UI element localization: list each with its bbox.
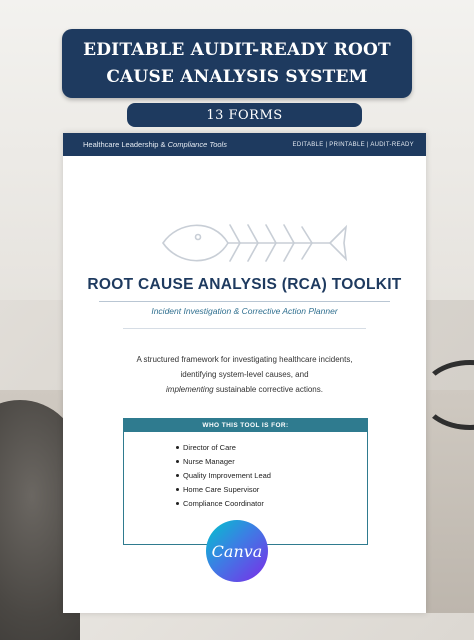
header-brand-prefix: Healthcare Leadership &: [83, 140, 168, 149]
description-line-3-rest: sustainable corrective actions.: [213, 385, 323, 394]
list-item: Quality Improvement Lead: [176, 469, 367, 483]
description-line-3-italic: implementing: [166, 385, 214, 394]
header-brand: [83, 140, 227, 149]
list-item: Nurse Manager: [176, 455, 367, 469]
list-item: Home Care Supervisor: [176, 483, 367, 497]
document-title: ROOT CAUSE ANALYSIS (RCA) TOOLKIT: [87, 276, 402, 293]
description-line-2: identifying system-level causes, and: [180, 370, 309, 379]
list-item: Director of Care: [176, 441, 367, 455]
audience-list: [124, 432, 367, 511]
document-description: [93, 352, 396, 397]
audience-header: WHO THIS TOOL IS FOR:: [124, 419, 367, 432]
banner-title: EDITABLE AUDIT-READY ROOT CAUSE ANALYSIS SYSTEM: [83, 39, 391, 87]
header-tags: EDITABLE | PRINTABLE | AUDIT-READY: [292, 141, 414, 148]
title-divider: [99, 301, 390, 302]
canva-logo-text: Canva: [211, 541, 263, 561]
forms-count-badge: [127, 103, 362, 127]
subtitle-divider: [123, 328, 366, 329]
description-line-3: [93, 382, 396, 397]
title-banner: [62, 29, 412, 98]
forms-count-text: 13 FORMS: [206, 107, 283, 123]
header-brand-italic: Compliance Tools: [167, 140, 227, 149]
list-item: Compliance Coordinator: [176, 497, 367, 511]
document-subtitle: Incident Investigation & Corrective Action Planner: [151, 306, 338, 316]
description-line-1: A structured framework for investigating healthcare incidents,: [136, 355, 353, 364]
document-header: [63, 133, 426, 156]
canva-logo: [206, 520, 268, 582]
document-preview: [63, 133, 426, 613]
fishbone-diagram-icon: [158, 213, 348, 273]
